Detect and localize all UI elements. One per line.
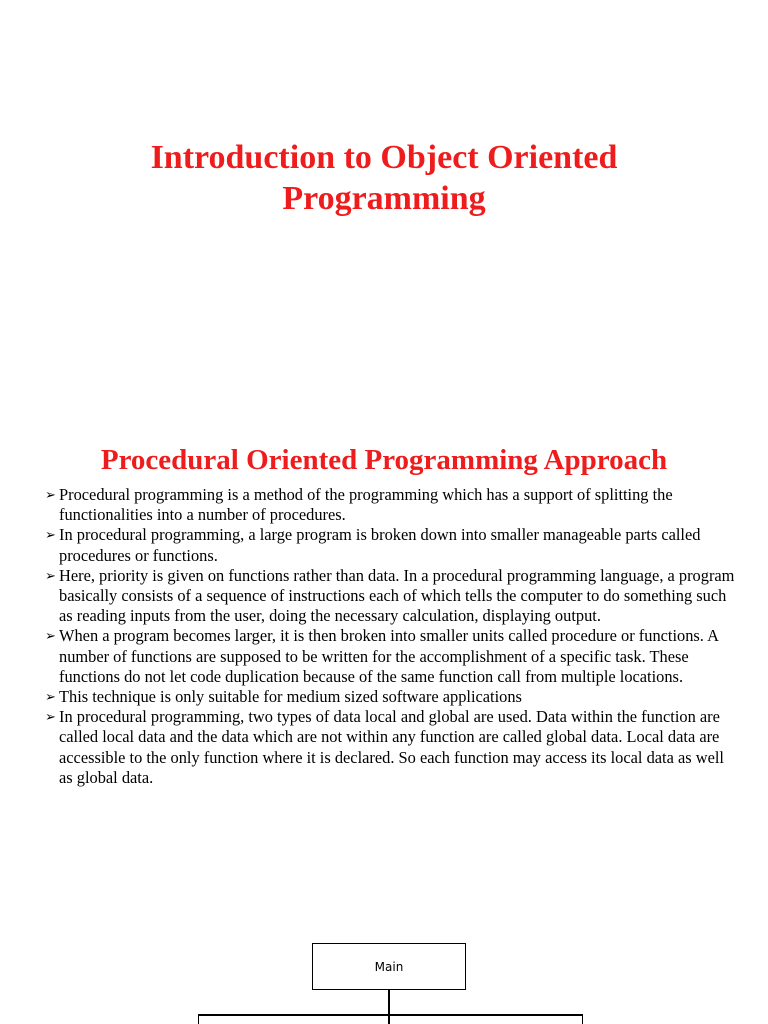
bullet-item <box>46 626 736 687</box>
bullet-item <box>46 687 736 707</box>
bullet-text: This technique is only suitable for medium sized software applications <box>59 687 522 707</box>
main-box <box>312 943 466 990</box>
procedure-diagram <box>0 930 768 1024</box>
slide-title-line-2: Programming <box>282 180 486 217</box>
slide-title-line-1: Introduction to Object Oriented <box>150 139 618 176</box>
bullet-text: Procedural programming is a method of the programming which has a support of splitting the functionalities into a number of procedures. <box>59 485 673 525</box>
vertical-connector <box>388 990 390 1024</box>
section-heading: Procedural Oriented Programming Approach <box>100 444 668 476</box>
bullet-text: In procedural programming, two types of data local and global are used. Data within the function are called local data and the data which are not within any function are called global data. Local data are accessible to the only function where it is declared. So each function may access its local data as well as global data. <box>59 707 724 787</box>
arrow-bullet-icon: ➢ <box>45 567 56 583</box>
bullet-item <box>46 485 736 525</box>
arrow-bullet-icon: ➢ <box>45 628 56 644</box>
bullet-item <box>46 566 736 627</box>
arrow-bullet-icon: ➢ <box>45 527 56 543</box>
horizontal-connector <box>198 1014 583 1016</box>
left-branch-connector <box>198 1014 199 1024</box>
main-box-label: Main <box>374 959 404 974</box>
arrow-bullet-icon: ➢ <box>45 487 56 502</box>
arrow-bullet-icon: ➢ <box>45 709 56 725</box>
bullet-item <box>46 525 736 565</box>
right-branch-connector <box>582 1014 583 1024</box>
bullet-text: In procedural programming, a large program is broken down into smaller manageable parts called procedures or functions. <box>59 525 701 565</box>
bullet-list <box>46 485 736 788</box>
bullet-text: When a program becomes larger, it is then broken into smaller units called procedure or functions. A number of functions are supposed to be written for the accomplishment of a specific task. These functions do not let code duplication because of the same function call from multiple locations. <box>59 626 719 686</box>
bullet-text: Here, priority is given on functions rather than data. In a procedural programming language, a program basically consists of a sequence of instructions each of which tells the computer to do something such as reading inputs from the user, doing the necessary calculation, displaying output. <box>59 565 735 626</box>
slide-title <box>0 137 768 219</box>
arrow-bullet-icon: ➢ <box>45 689 56 705</box>
bullet-item <box>46 707 736 788</box>
